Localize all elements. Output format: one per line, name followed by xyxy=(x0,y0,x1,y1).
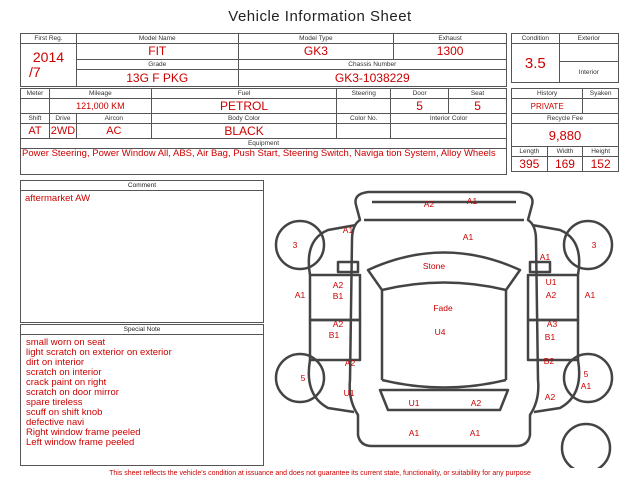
mark-roof-stone: Stone xyxy=(422,261,446,271)
first-reg-month: /7 xyxy=(29,64,41,80)
left-front-wheel xyxy=(276,221,324,269)
mark-left-quarter-a2: A2 xyxy=(344,358,356,368)
height-value: 152 xyxy=(583,157,619,172)
mark-left-rear-wheel-5: 5 xyxy=(300,373,306,383)
special-note-item: Right window frame peeled xyxy=(26,427,141,438)
mark-front-a2: A2 xyxy=(423,199,435,209)
right-front-wheel xyxy=(564,221,612,269)
equipment-box xyxy=(20,147,507,175)
color-no-label: Color No. xyxy=(337,114,391,124)
aircon-value: AC xyxy=(76,124,151,139)
mark-right-rear-door-b1: B1 xyxy=(544,332,556,342)
meter-label: Meter xyxy=(21,89,50,99)
mark-right-wheel-3: 3 xyxy=(591,240,597,250)
mark-right-front-a1: A1 xyxy=(539,252,551,262)
shift-label: Shift xyxy=(21,114,50,124)
mark-roof-u4: U4 xyxy=(434,327,446,337)
aircon-label: Aircon xyxy=(76,114,151,124)
mark-left-door-a2: A2 xyxy=(332,280,344,290)
history-table xyxy=(511,88,619,172)
height-label: Height xyxy=(583,147,619,157)
drive-label: Drive xyxy=(49,114,76,124)
mark-left-rear-door-b1: B1 xyxy=(328,330,340,340)
chassis-number-label: Chassis Number xyxy=(238,59,506,69)
width-label: Width xyxy=(547,147,583,157)
mark-rear-a2: A2 xyxy=(470,398,482,408)
mark-hood-a1: A1 xyxy=(462,232,474,242)
mark-right-rear-wheel-a1: A1 xyxy=(580,381,592,391)
mark-rear-bumper-a1-right: A1 xyxy=(469,428,481,438)
mileage-value: 121,000 KM xyxy=(49,99,151,114)
drive-value: 2WD xyxy=(50,125,76,137)
mark-left-quarter-u1: U1 xyxy=(343,388,355,398)
mark-left-fender-a1: A1 xyxy=(294,290,306,300)
body-color-value: BLACK xyxy=(151,124,337,139)
length-value: 395 xyxy=(512,157,548,172)
special-note-item: scuff on shift knob xyxy=(26,407,103,418)
special-note-item: scratch on interior xyxy=(26,367,102,378)
mark-left-wheel-3: 3 xyxy=(292,240,298,250)
special-note-item: small worn on seat xyxy=(26,337,106,348)
recycle-fee-label: Recycle Fee xyxy=(512,114,619,124)
left-mirror xyxy=(338,262,358,272)
model-type-label: Model Type xyxy=(238,34,394,44)
equipment-label: Equipment xyxy=(21,139,507,149)
rear-window xyxy=(380,390,508,410)
seat-value: 5 xyxy=(449,99,507,114)
condition-value: 3.5 xyxy=(512,44,560,83)
rear-window-top xyxy=(382,380,506,388)
special-note-item: light scratch on exterior on exterior xyxy=(26,347,172,358)
recycle-fee-value: 9,880 xyxy=(512,124,619,147)
mark-right-quarter-a2: A2 xyxy=(544,392,556,402)
mark-left-rear-door-a2: A2 xyxy=(332,319,344,329)
condition-table xyxy=(511,33,619,83)
history-label: History xyxy=(512,89,583,99)
car-body-outline xyxy=(350,192,539,446)
comment-panel xyxy=(20,180,264,323)
windshield xyxy=(368,253,520,291)
vehicle-specs-table xyxy=(20,88,507,149)
exterior-label: Exterior xyxy=(559,34,618,44)
body-color-label: Body Color xyxy=(151,114,337,124)
mark-roof-fade: Fade xyxy=(433,303,453,313)
right-mirror xyxy=(530,262,550,272)
mark-rear-bumper-a1-left: A1 xyxy=(408,428,420,438)
history-value: PRIVATE xyxy=(512,99,583,114)
special-note-panel xyxy=(20,324,264,466)
grade-value: 13G F PKG xyxy=(76,70,238,87)
seat-label: Seat xyxy=(449,89,507,99)
page-title: Vehicle Information Sheet xyxy=(228,8,412,25)
first-reg-label: First Reg. xyxy=(21,34,77,44)
mark-front-a1: A1 xyxy=(466,196,478,206)
mileage-label: Mileage xyxy=(49,89,151,99)
meter-value xyxy=(21,99,50,114)
mark-right-rear-b2: B2 xyxy=(543,356,555,366)
steering-value xyxy=(337,99,391,114)
first-reg-year: 2014 xyxy=(32,49,65,65)
chassis-number-value: GK3-1038229 xyxy=(238,70,506,87)
special-note-item: Left window frame peeled xyxy=(26,437,135,448)
fuel-value: PETROL xyxy=(151,99,337,114)
mark-right-door-a2: A2 xyxy=(545,290,557,300)
door-label: Door xyxy=(391,89,449,99)
special-note-item: spare tireless xyxy=(26,397,83,408)
mark-left-door-b1: B1 xyxy=(332,291,344,301)
color-no-value xyxy=(337,124,391,139)
disclaimer-footer: This sheet reflects the vehicle's condition at issuance and does not guarantee its current state, functionality, or suitability for any purpose xyxy=(109,470,531,477)
mark-right-rear-door-a3: A3 xyxy=(546,319,558,329)
exhaust-label: Exhaust xyxy=(394,34,507,44)
mark-rear-u1: U1 xyxy=(408,398,420,408)
comment-label: Comment xyxy=(21,181,263,191)
special-note-item: crack paint on right xyxy=(26,377,107,388)
interior-label: Interior xyxy=(559,62,618,83)
interior-color-label: Interior Color xyxy=(391,114,507,124)
equipment-value: Power Steering, Power Window All, ABS, Air Bag, Push Start, Steering Switch, Naviga tion System, Alloy Wheels xyxy=(22,149,496,159)
special-note-list xyxy=(21,335,263,451)
special-note-item: defective navi xyxy=(26,417,85,428)
shift-value: AT xyxy=(21,124,50,139)
syaken-value xyxy=(583,99,619,114)
exterior-value xyxy=(559,44,618,62)
interior-color-value xyxy=(391,124,507,139)
fuel-label: Fuel xyxy=(151,89,337,99)
mark-right-door-u1: U1 xyxy=(545,277,557,287)
grade-label: Grade xyxy=(76,59,238,69)
door-value: 5 xyxy=(391,99,449,114)
length-label: Length xyxy=(512,147,548,157)
special-note-label: Special Note xyxy=(21,325,263,335)
syaken-label: Syaken xyxy=(583,89,619,99)
model-name-value: FIT xyxy=(76,44,238,60)
special-note-item: dirt on interior xyxy=(26,357,85,368)
steering-label: Steering xyxy=(337,89,391,99)
exhaust-value: 1300 xyxy=(394,44,507,60)
model-name-label: Model Name xyxy=(76,34,238,44)
car-damage-diagram xyxy=(268,180,620,468)
right-rear-quarter xyxy=(534,360,579,412)
mark-right-fender-a1: A1 xyxy=(584,290,596,300)
mark-hood-left-a1: A1 xyxy=(342,225,354,235)
right-front-fender xyxy=(532,225,579,275)
width-value: 169 xyxy=(547,157,583,172)
comment-text: aftermarket AW xyxy=(25,193,91,204)
mark-right-rear-wheel-5: 5 xyxy=(583,369,589,379)
condition-label: Condition xyxy=(512,34,560,44)
vehicle-header-table xyxy=(20,33,507,87)
spare-wheel xyxy=(562,424,610,468)
model-type-value: GK3 xyxy=(238,44,394,60)
first-reg-cell xyxy=(21,44,77,87)
special-note-item: scratch on door mirror xyxy=(26,387,119,398)
